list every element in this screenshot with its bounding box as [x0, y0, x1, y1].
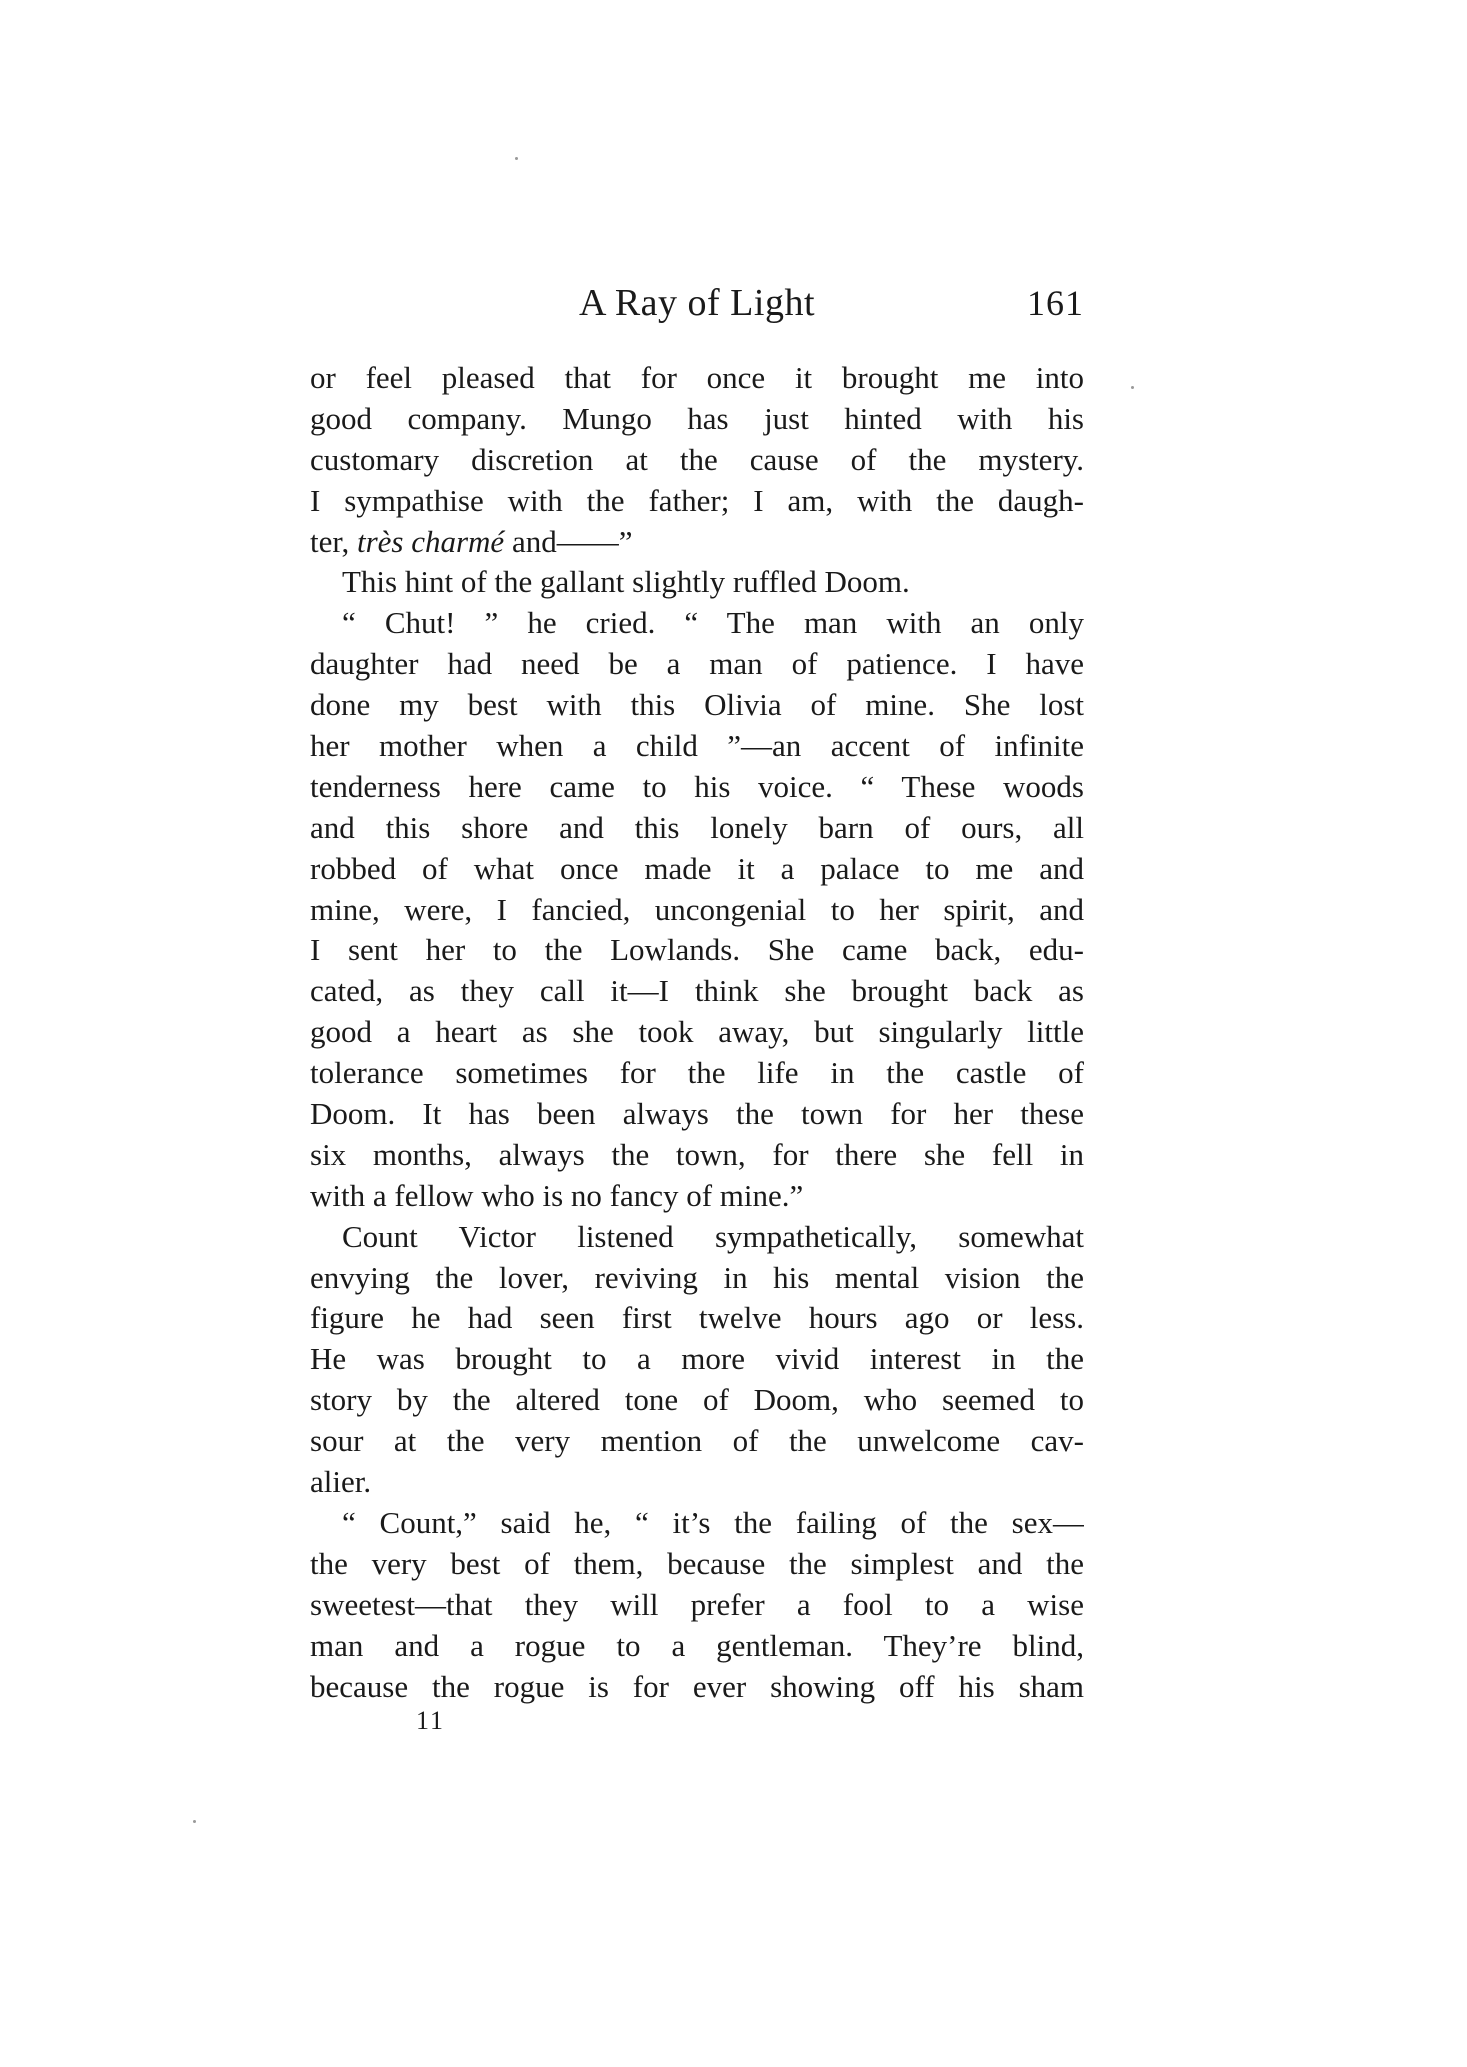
paper-speck — [515, 157, 518, 160]
running-head — [310, 278, 1084, 328]
text-line: customary discretion at the cause of the mystery. — [310, 441, 1084, 477]
text-line: the very best of them, because the simplest and the — [310, 1545, 1084, 1581]
text-line: or feel pleased that for once it brought me into — [310, 360, 1084, 395]
running-title: A Ray of Light — [578, 282, 816, 324]
page-number: 161 — [1027, 283, 1084, 323]
text-line: story by the altered tone of Doom, who seemed to — [310, 1382, 1084, 1418]
text-line: good company. Mungo has just hinted with his — [310, 400, 1084, 436]
text-line: mine, were, I fancied, uncongenial to her spirit, and — [310, 891, 1084, 927]
text-line: man and a rogue to a gentleman. They’re blind, — [310, 1627, 1084, 1663]
text-line: with a fellow who is no fancy of mine.” — [310, 1177, 804, 1213]
text-line: Doom. It has been always the town for her these — [310, 1096, 1084, 1132]
text-fragment: ter, — [310, 523, 357, 559]
signature-mark: 11 — [416, 1706, 446, 1735]
paragraph-first-line: This hint of the gallant slightly ruffled Doom. — [342, 564, 910, 600]
text-line: cated, as they call it—I think she brought back as — [310, 973, 1084, 1009]
text-line: robbed of what once made it a palace to me and — [310, 850, 1084, 886]
text-line: I sympathise with the father; I am, with the daugh- — [310, 482, 1084, 518]
text-line: daughter had need be a man of patience. I have — [310, 646, 1084, 682]
text-line — [310, 522, 1084, 563]
text-line: sweetest—that they will prefer a fool to a wise — [310, 1586, 1084, 1622]
text-line: alier. — [310, 1464, 372, 1500]
text-line: six months, always the town, for there she fell in — [310, 1136, 1084, 1172]
text-line: I sent her to the Lowlands. She came back, edu- — [310, 932, 1084, 968]
paper-speck — [1131, 386, 1134, 389]
text-fragment: and——” — [504, 523, 633, 559]
text-line: because the rogue is for ever showing off his sham — [310, 1668, 1084, 1704]
text-line: envying the lover, reviving in his mental vision the — [310, 1259, 1084, 1295]
text-line: her mother when a child ”—an accent of infinite — [310, 728, 1084, 764]
paragraph-first-line: “ Count,” said he, “ it’s the failing of the sex— — [342, 1504, 1084, 1540]
paragraph-first-line: Count Victor listened sympathetically, somewhat — [342, 1218, 1084, 1254]
paragraph-first-line: “ Chut! ” he cried. “ The man with an only — [342, 605, 1084, 641]
text-line: and this shore and this lonely barn of ours, all — [310, 809, 1084, 845]
text-line: sour at the very mention of the unwelcome cav- — [310, 1423, 1084, 1459]
paper-speck — [193, 1820, 196, 1823]
text-line: tolerance sometimes for the life in the castle of — [310, 1055, 1084, 1091]
text-line: figure he had seen first twelve hours ago or less. — [310, 1300, 1084, 1336]
text-line: He was brought to a more vivid interest in the — [310, 1341, 1084, 1377]
text-line: good a heart as she took away, but singularly little — [310, 1014, 1084, 1050]
text-line: done my best with this Olivia of mine. She lost — [310, 687, 1084, 723]
italic-phrase: très charmé — [356, 523, 505, 559]
body-text — [310, 358, 1084, 1707]
text-line: tenderness here came to his voice. “ These woods — [310, 768, 1084, 804]
